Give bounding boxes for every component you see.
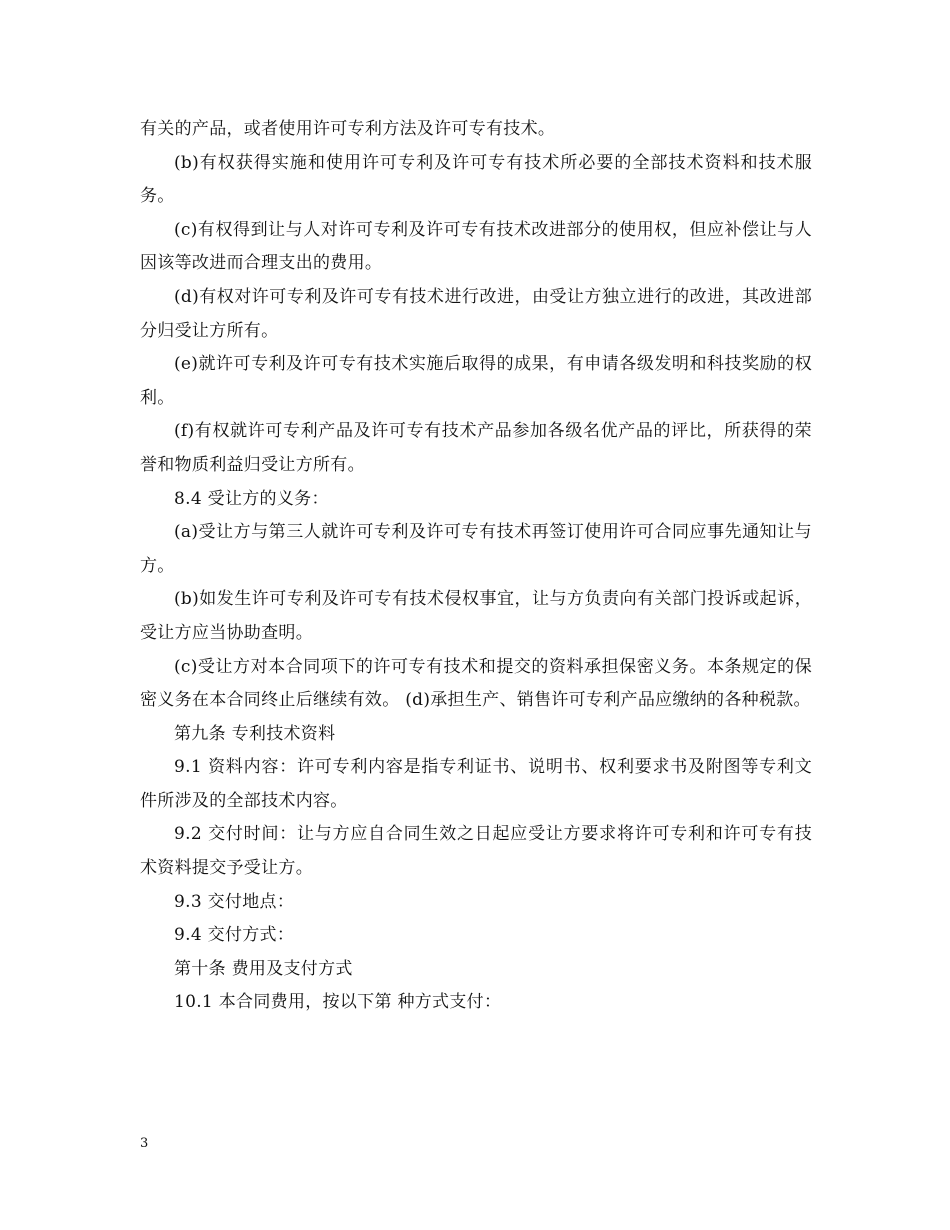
paragraph-8-3-e: (e)就许可专利及许可专有技术实施后取得的成果，有申请各级发明和科技奖励的权利。 bbox=[140, 354, 812, 408]
document-body bbox=[140, 113, 812, 1020]
paragraph-8-3-b: (b)有权获得实施和使用许可专利及许可专有技术所必要的全部技术资料和技术服务。 bbox=[140, 152, 812, 207]
paragraph-continuation: 有关的产品，或者使用许可专利方法及许可专有技术。 bbox=[140, 119, 556, 139]
paragraph-10-1: 10.1 本合同费用，按以下第 种方式支付： bbox=[174, 992, 502, 1013]
paragraph-8-4-c-d: (c)受让方对本合同项下的许可专有技术和提交的资料承担保密义务。本条规定的保密义务在本合同终止后继续有效。 (d)承担生产、销售许可专利产品应缴纳的各种税款。 bbox=[140, 656, 812, 711]
paragraph-9-4: 9.4 交付方式： bbox=[174, 925, 295, 946]
paragraph-8-4-a: (a)受让方与第三人就许可专利及许可专有技术再签订使用许可合同应事先通知让与方。 bbox=[140, 522, 812, 576]
paragraph-9-2: 9.2 交付时间：让与方应自合同生效之日起应受让方要求将许可专利和许可专有技术资料提交予受让方。 bbox=[140, 824, 812, 879]
article-10-heading: 第十条 费用及支付方式 bbox=[174, 958, 353, 979]
paragraph-8-3-f: (f)有权就许可专利产品及许可专有技术产品参加各级名优产品的评比，所获得的荣誉和物质利益归受让方所有。 bbox=[140, 421, 812, 475]
paragraph-8-3-d: (d)有权对许可专利及许可专有技术进行改进，由受让方独立进行的改进，其改进部分归受让方所有。 bbox=[140, 286, 812, 341]
paragraph-9-3: 9.3 交付地点： bbox=[174, 891, 295, 912]
paragraph-8-4-b: (b)如发生许可专利及许可专有技术侵权事宜，让与方负责向有关部门投诉或起诉，受让方应当协助查明。 bbox=[140, 589, 812, 643]
page-number: 3 bbox=[140, 1136, 149, 1151]
heading-8-4: 8.4 受让方的义务： bbox=[174, 488, 329, 509]
paragraph-9-1: 9.1 资料内容：许可专利内容是指专利证书、说明书、权利要求书及附图等专利文件所涉及的全部技术内容。 bbox=[140, 757, 812, 811]
paragraph-8-3-c: (c)有权得到让与人对许可专利及许可专有技术改进部分的使用权，但应补偿让与人因该等改进而合理支出的费用。 bbox=[140, 219, 812, 274]
article-9-heading: 第九条 专利技术资料 bbox=[174, 723, 336, 744]
